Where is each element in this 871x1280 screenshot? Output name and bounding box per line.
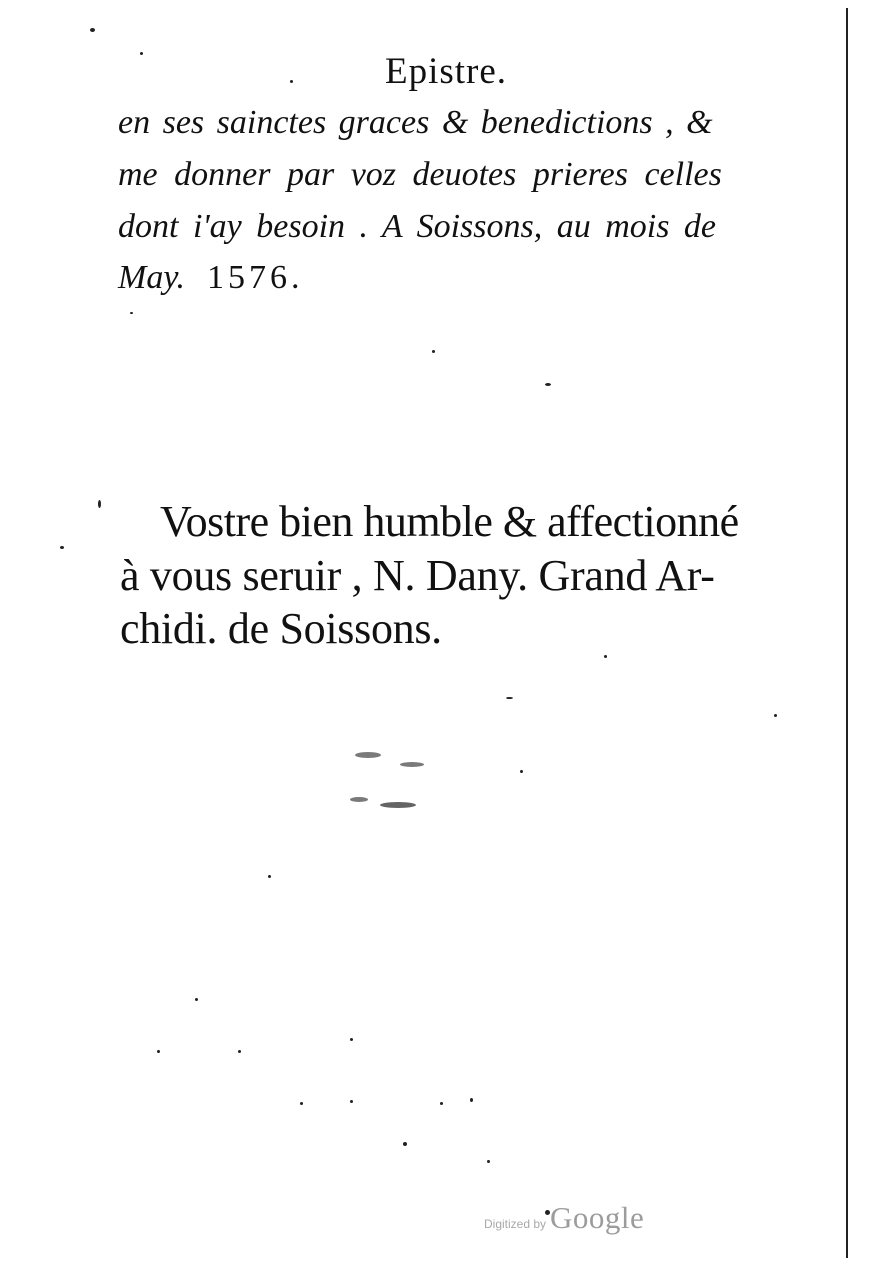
signature-line-1: Vostre bien humble & affectionné (160, 497, 739, 546)
body-line-4-text: May. (118, 259, 186, 296)
scan-speck (545, 383, 551, 386)
signature-line-3: chidi. de Soissons. (120, 604, 442, 653)
scan-speck (300, 1102, 303, 1105)
scan-speck (90, 28, 95, 32)
body-line-4 (118, 253, 808, 303)
scan-speck (403, 1142, 407, 1146)
scan-speck (355, 752, 381, 758)
watermark-brand: Google (550, 1200, 645, 1235)
scan-speck (157, 1050, 160, 1053)
body-line-3: dont i'ay besoin . A Soissons, au mois de (118, 208, 717, 245)
date-year: 1576. (207, 259, 304, 296)
scan-speck (290, 80, 293, 83)
scan-speck (440, 1102, 443, 1105)
scan-speck (506, 697, 513, 699)
scan-speck (432, 350, 435, 353)
watermark-prefix: Digitized by (484, 1217, 547, 1231)
running-head: Epistre. (385, 51, 508, 92)
scan-speck (400, 762, 424, 767)
scan-speck (350, 797, 368, 802)
body-line-2: me donner par voz deuotes prieres celles (118, 156, 722, 193)
scan-speck (350, 1100, 353, 1103)
scan-speck (140, 52, 143, 55)
scan-speck (380, 802, 416, 808)
scan-speck (487, 1160, 490, 1163)
scan-speck (195, 998, 198, 1001)
page-edge-rule (846, 8, 848, 1258)
scan-speck (774, 714, 777, 717)
scan-speck (268, 875, 271, 878)
signature-line-2: à vous seruir , N. Dany. Grand Ar- (120, 551, 715, 600)
scan-speck (520, 770, 523, 773)
digitized-watermark (484, 1200, 644, 1236)
scan-speck (604, 655, 607, 658)
scan-speck (98, 500, 101, 508)
scan-speck (350, 1038, 353, 1041)
body-line-1: en ses sainctes graces & benedictions , & (118, 104, 713, 141)
scan-speck (130, 312, 133, 314)
scan-speck (60, 546, 64, 549)
scan-speck (470, 1098, 473, 1102)
scan-speck (238, 1050, 241, 1053)
